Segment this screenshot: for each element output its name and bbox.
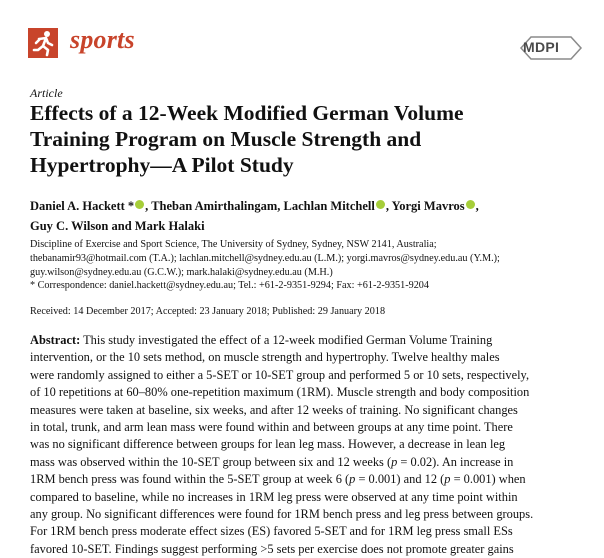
abstract-line: of 10 repetitions at 60–80% one-repetition maximum (1RM). Muscle strength and body composition	[30, 385, 530, 400]
article-type: Article	[30, 86, 63, 100]
paper-title	[30, 100, 550, 178]
author-line: Guy C. Wilson and Mark Halaki	[30, 219, 205, 233]
abstract-line: favored 10-SET. Findings suggest performing >5 sets per exercise does not promote greater gains	[30, 541, 514, 556]
author-name[interactable]: Daniel A. Hackett *	[30, 199, 135, 213]
title-line: Effects of a 12-Week Modified German Volume	[30, 101, 464, 125]
author-list	[30, 196, 479, 236]
abstract-line: 1RM bench press was found within the 5-SET group at week 6 (p = 0.001) and 12 (p = 0.001) when	[30, 472, 526, 487]
abstract-line: mass was observed within the 10-SET group between six and 12 weeks (p = 0.02). An increase in	[30, 454, 514, 469]
abstract-line: compared to baseline, while no increases in 1RM leg press were observed at any time point within	[30, 489, 518, 504]
affiliation-line: guy.wilson@sydney.edu.au (G.C.W.); mark.halaki@sydney.edu.au (M.H.)	[30, 266, 333, 278]
author-line	[30, 196, 479, 216]
abstract-line: For 1RM bench press moderate effect sizes (ES) favored 5-SET and for 1RM leg press small ESs	[30, 524, 513, 539]
abstract-heading: Abstract:	[30, 333, 81, 347]
affiliations	[30, 238, 500, 293]
affiliation-line: thebanamir93@hotmail.com (T.A.); lachlan.mitchell@sydney.edu.au (L.M.); yorgi.mavros@sydney.edu.au (Y.M.);	[30, 252, 500, 264]
correspondence-line: * Correspondence: daniel.hackett@sydney.edu.au; Tel.: +61-2-9351-9294; Fax: +61-2-9351-9204	[30, 280, 429, 292]
publication-dates: Received: 14 December 2017; Accepted: 23 January 2018; Published: 29 January 2018	[30, 306, 386, 317]
abstract-line: in total, trunk, and arm lean mass were found within and between groups at any time point. There	[30, 420, 513, 435]
publisher-name: MDPI	[523, 39, 560, 55]
orcid-icon[interactable]	[466, 200, 475, 209]
author-name[interactable]: , Yorgi Mavros	[385, 199, 465, 213]
orcid-icon[interactable]	[135, 200, 144, 209]
abstract-line: were randomly assigned to either a 5-SET or 10-SET group and performed 5 or 10 sets, respectively,	[30, 367, 530, 382]
journal-header	[0, 0, 604, 80]
abstract-text: This study investigated the effect of a 12-week modified German Volume Training	[80, 333, 493, 347]
abstract	[30, 332, 578, 558]
author-name[interactable]: , Theban Amirthalingam, Lachlan Mitchell	[145, 199, 375, 213]
abstract-line: any group. No significant differences were found for 1RM bench press and leg press between groups.	[30, 507, 534, 522]
affiliation-line: Discipline of Exercise and Sport Science, The University of Sydney, Sydney, NSW 2141, Australia;	[30, 239, 437, 250]
orcid-icon[interactable]	[376, 200, 385, 209]
journal-name: sports	[70, 25, 135, 54]
abstract-line: intervention, or the 10 sets method, on muscle strength and hypertrophy. Twelve healthy males	[30, 350, 500, 365]
journal-logo-icon	[28, 28, 58, 58]
title-line: Training Program on Muscle Strength and	[30, 127, 422, 151]
author-separator: ,	[475, 199, 479, 213]
abstract-line: was no significant difference between groups for lean leg mass. However, a decrease in lean leg	[30, 437, 506, 452]
title-line: Hypertrophy—A Pilot Study	[30, 153, 294, 177]
abstract-line: measures were taken at baseline, six weeks, and after 12 weeks of training. No significant changes	[30, 402, 518, 417]
abstract-line	[30, 332, 578, 349]
